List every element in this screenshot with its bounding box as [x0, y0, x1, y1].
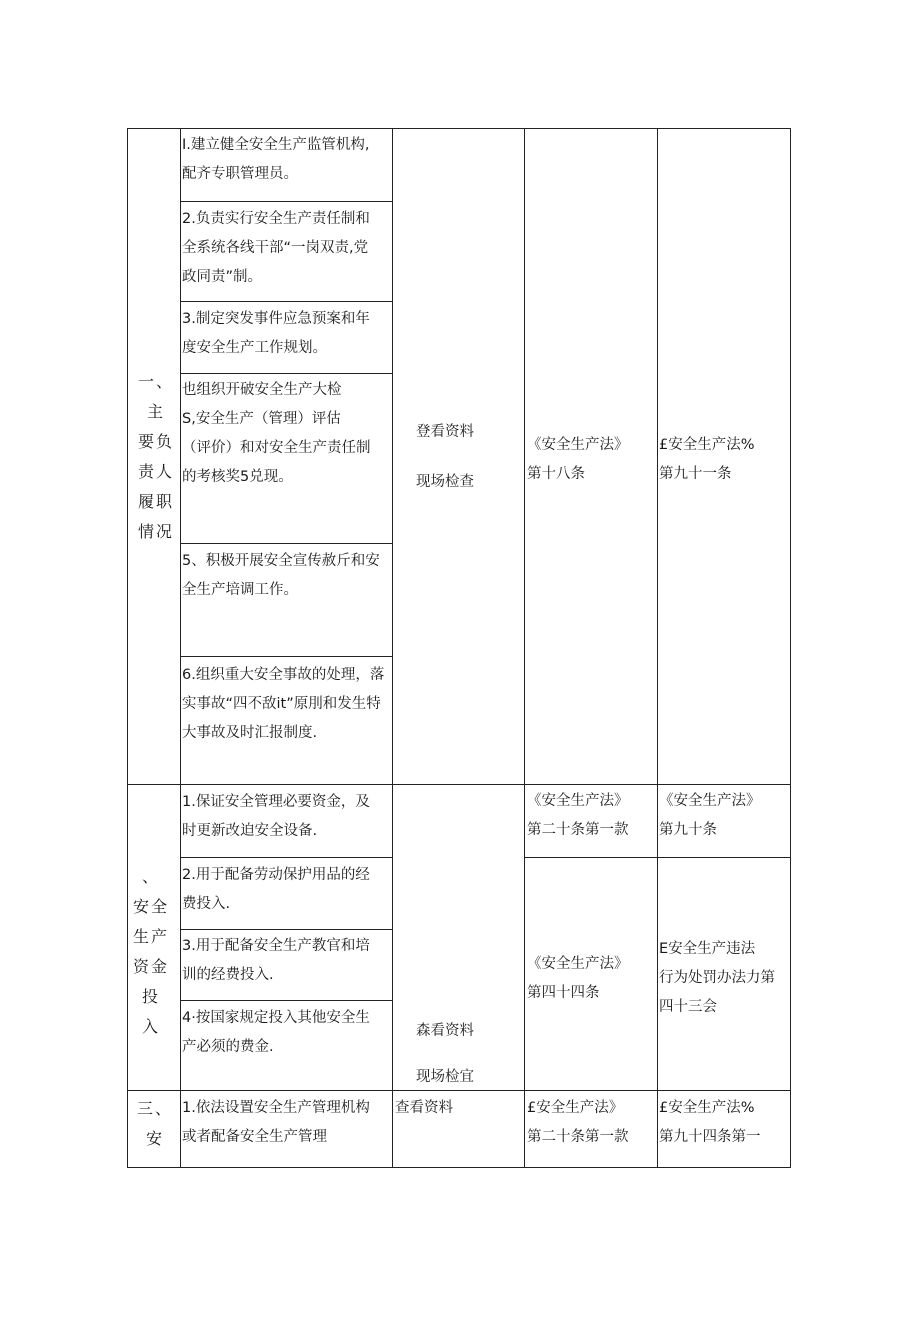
item-1-1: I.建立健全安全生产监管机构, 配齐专职管理员。: [182, 137, 370, 182]
basis-1: 《安全生产法》 第十八条: [527, 437, 629, 482]
item-2-2: 2.用于配备劳动保护用品的经 费投入.: [182, 867, 370, 912]
item-1-3: 3.制定突发事件应急预案和年 度安全生产工作规划。: [182, 311, 370, 356]
basis-3: £安全生产法》 第二十条第一款: [527, 1100, 629, 1145]
item-2-3: 3.用于配备安全生产教官和培 训的经费投入.: [182, 938, 370, 983]
penalty-3: £安全生产法% 第九十四条第一: [659, 1100, 761, 1145]
item-2-1: 1.保证安全管理必要资金，及 时更新改迫安全设备.: [182, 794, 370, 839]
penalty-2b: E安全生产违法 行为处罚办法力第 四十三会: [659, 941, 775, 1015]
penalty-2a: 《安全生产法》 第九十条: [659, 793, 761, 838]
item-2-4: 4·按国家规定投入其他安全生 产必须的费金.: [182, 1010, 370, 1055]
item-1-5: 5、积极开展安全宣传赦斤和安 全生产培调工作。: [182, 553, 380, 598]
method-3: 查看资料: [395, 1100, 453, 1116]
item-1-4: 也组织开破安全生产大检 S,安全生产（管理）评估 （评价）和对安全生产责任制 的考核奖5兑现。: [182, 382, 371, 485]
category-2: 、 安全 生产 资金 投 入: [132, 867, 169, 1036]
item-1-2: 2.负责实行安全生产责任制和 全系统各线干部“一岗双责,党 政同责”制。: [182, 211, 370, 285]
basis-2b: 《安全生产法》 第四十四条: [527, 956, 629, 1001]
item-1-6: 6.组织重大安全事故的处理，落 实事故“四不敌it”原刖和发生特 大事故及时汇报制度.: [182, 667, 385, 741]
basis-2a: 《安全生产法》 第二十条第一款: [527, 793, 629, 838]
item-3-1: 1.依法设置安全生产管理机构 或者配备安全生产管理: [182, 1100, 370, 1145]
method-2: 森看资料 现场检宜: [416, 1023, 474, 1085]
category-1: 一、 主 要负 责人 履职 情况: [137, 372, 174, 541]
penalty-1: £安全生产法% 第九十一条: [659, 437, 755, 482]
method-1: 登看资料 现场检查: [416, 424, 474, 490]
category-3: 三、 安: [136, 1099, 173, 1148]
